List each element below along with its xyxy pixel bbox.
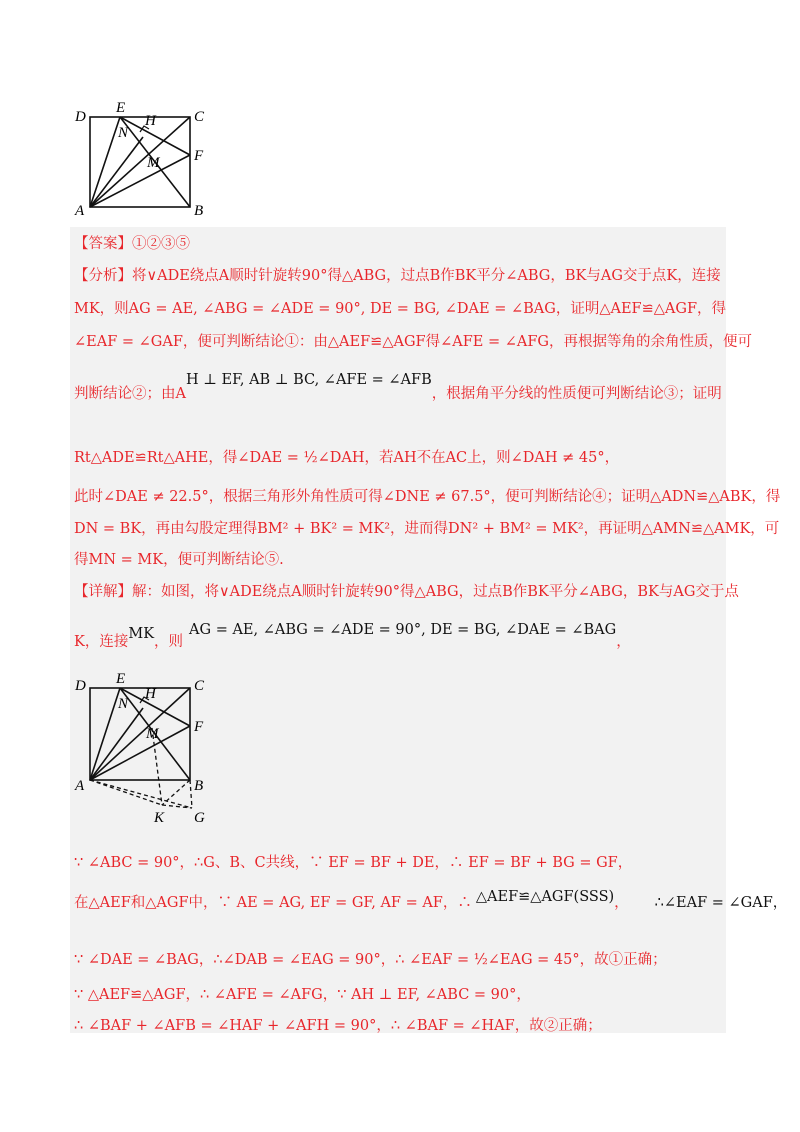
answer-tag: 【答案】 — [74, 236, 132, 252]
analysis-line-5: Rt△ADE≌Rt△AHE，得∠DAE = ½∠DAH，若AH不在AC上，则∠DAH ≠ 45°， — [74, 450, 620, 466]
label-C: C — [194, 109, 205, 125]
label-F: F — [194, 148, 204, 164]
detail-line-2: K，连接MK，则AG = AE, ∠ABG = ∠ADE = 90°, DE = BG, ∠DAE = ∠BAG， — [74, 622, 631, 650]
label-A: A — [75, 778, 85, 794]
detail-tag: 【详解】 — [74, 584, 132, 600]
label-D: D — [75, 678, 86, 694]
label-E: E — [116, 671, 126, 687]
geometry-diagram — [70, 95, 220, 225]
analysis-line-3: ∠EAF = ∠GAF，便可判断结论①：由△AEF≌△AGF得∠AFE = ∠AFG，再根据等角的余角性质，便可 — [74, 334, 752, 350]
label-F: F — [194, 719, 204, 735]
label-N: N — [118, 125, 129, 141]
analysis-line-4: 判断结论②；由AH ⊥ EF, AB ⊥ BC, ∠AFE = ∠AFB，根据角平分线的性质便可判断结论③；证明 — [74, 372, 722, 402]
label-C: C — [194, 678, 205, 694]
analysis-line-2: MK，则AG = AE, ∠ABG = ∠ADE = 90°, DE = BG, ∠DAE = ∠BAG，证明△AEF≌△AGF，得 — [74, 301, 727, 317]
proof-line-5: ∴ ∠BAF + ∠AFB = ∠HAF + ∠AFH = 90°，∴ ∠BAF = ∠HAF，故②正确； — [74, 1018, 602, 1034]
label-M: M — [147, 155, 160, 171]
label-E: E — [116, 100, 126, 116]
label-D: D — [75, 109, 86, 125]
label-M: M — [146, 726, 159, 742]
geometry-diagram-construction — [70, 668, 220, 828]
label-B: B — [194, 203, 204, 219]
analysis-line-8: 得MN = MK，便可判断结论⑤. — [74, 552, 284, 568]
analysis-tag: 【分析】 — [74, 268, 132, 284]
detail-line-1: 【详解】解：如图，将∨ADE绕点A顺时针旋转90°得△ABG，过点B作BK平分∠ABG，BK与AG交于点 — [74, 584, 739, 600]
analysis-line-6: 此时∠DAE ≠ 22.5°，根据三角形外角性质可得∠DNE ≠ 67.5°，便可判断结论④；证明△ADN≌△ABK，得 — [74, 489, 781, 505]
answer-value: ①②③⑤ — [132, 236, 190, 252]
analysis-line-7: DN = BK，再由勾股定理得BM² + BK² = MK²，进而得DN² + BM² = MK²，再证明△AMN≌△AMK，可 — [74, 521, 780, 537]
label-G: G — [194, 810, 205, 826]
proof-line-4: ∵ △AEF≌△AGF，∴ ∠AFE = ∠AFG，∵ AH ⊥ EF, ∠ABC = 90°， — [74, 987, 531, 1003]
label-H: H — [145, 686, 156, 702]
proof-line-2: 在△AEF和△AGF中，∵ AE = AG, EF = GF, AF = AF，∴ △AEF≌△AGF(SSS)， ∴∠EAF = ∠GAF， — [74, 889, 788, 911]
proof-line-1: ∵ ∠ABC = 90°，∴G、B、C共线，∵ EF = BF + DE，∴ EF = BF + BG = GF， — [74, 855, 633, 871]
answer-line — [74, 234, 190, 254]
label-N: N — [118, 696, 129, 712]
label-A: A — [75, 203, 85, 219]
label-B: B — [194, 778, 204, 794]
analysis-line-1: 【分析】将∨ADE绕点A顺时针旋转90°得△ABG，过点B作BK平分∠ABG，BK与AG交于点K，连接 — [74, 268, 721, 284]
label-H: H — [145, 113, 156, 129]
figure-square-2 — [70, 668, 220, 828]
proof-line-3: ∵ ∠DAE = ∠BAG，∴∠DAB = ∠EAG = 90°，∴ ∠EAF = ½∠EAG = 45°，故①正确； — [74, 952, 667, 968]
label-K: K — [154, 810, 165, 826]
figure-square-1 — [70, 95, 220, 225]
